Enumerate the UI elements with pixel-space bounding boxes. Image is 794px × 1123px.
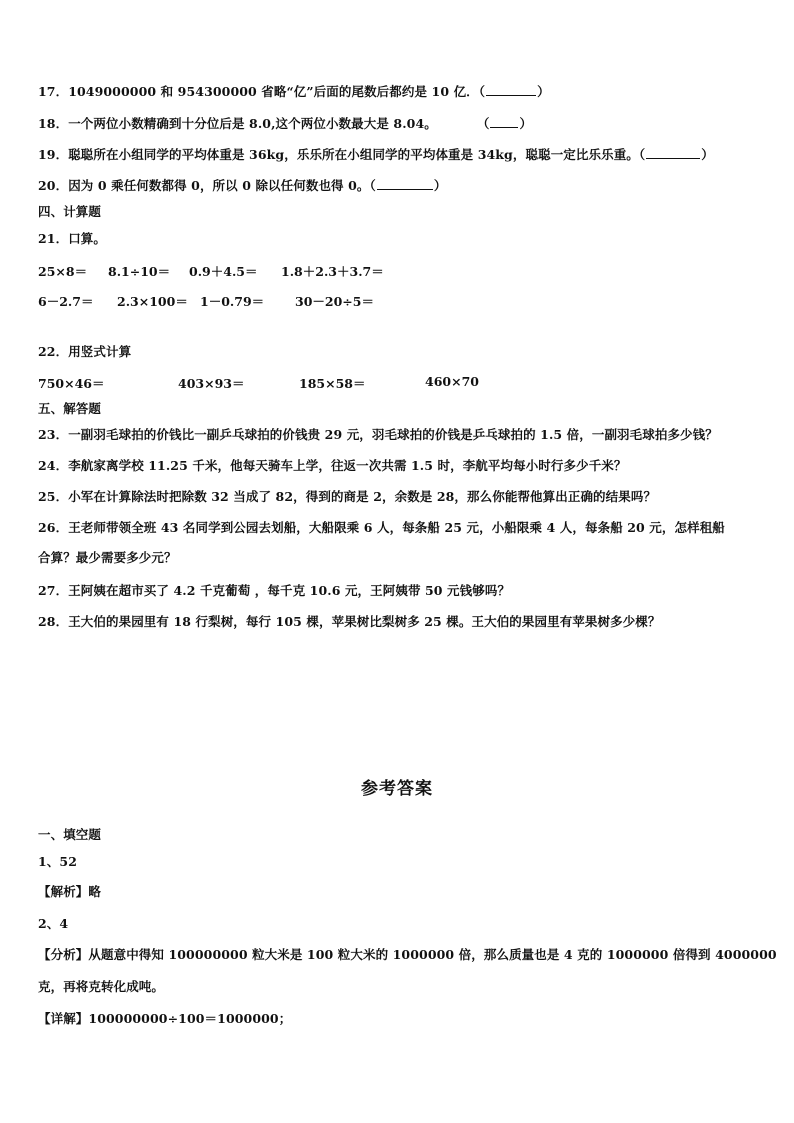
question-26-line-1: 26．王老师带领全班 43 名同学到公园去划船，大船限乘 6 人，每条船 25 元，小船限乘 4 人，每条船 20 元，怎样租船 [38,520,725,535]
paren-open: （ [476,116,490,131]
calc-item: 403×93＝ [178,376,245,391]
answer-blank[interactable] [646,146,700,159]
calc-item: 25×8＝ [38,264,88,279]
answer-2-detail: 【详解】100000000÷100＝1000000； [38,1011,292,1026]
calc-item: 0.9＋4.5＝ [189,264,258,279]
question-19-text: 19．聪聪所在小组同学的平均体重是 36kg，乐乐所在小组同学的平均体重是 34kg，聪聪一定比乐乐重。（ [38,147,646,162]
calc-item: 30－20÷5＝ [295,294,374,309]
calc-item: 460×70 [425,374,479,389]
answer-2-analysis-line-2: 克，再将克转化成吨。 [38,979,165,994]
question-25: 25．小军在计算除法时把除数 32 当成了 82，得到的商是 2，余数是 28，那么你能帮他算出正确的结果吗？ [38,489,657,504]
question-20-text: 20．因为 0 乘任何数都得 0，所以 0 除以任何数也得 0。（ [38,178,376,193]
calc-item: 8.1÷10＝ [108,264,171,279]
calc-item: 2.3×100＝ [117,294,188,309]
question-24: 24．李航家离学校 11.25 千米，他每天骑车上学，往返一次共需 1.5 时，李航平均每小时行多少千米？ [38,458,627,473]
paren-close: ） [519,116,533,131]
answer-2: 2、4 [38,916,69,931]
answer-1: 1、52 [38,854,77,869]
question-18 [38,115,532,132]
question-19 [38,146,714,163]
question-27: 27．王阿姨在超市买了 4.2 千克葡萄 ，每千克 10.6 元，王阿姨带 50 元钱够吗？ [38,583,511,598]
answer-blank[interactable] [377,177,433,190]
question-17 [38,83,550,100]
question-26-line-2: 合算？最少需要多少元？ [38,550,177,565]
answers-section-1: 一、填空题 [38,827,102,842]
answer-2-analysis-line-1: 【分析】从题意中得知 100000000 粒大米是 100 粒大米的 1000000 倍，那么质量也是 4 克的 1000000 倍得到 4000000 [38,947,777,962]
calc-item: 1－0.79＝ [200,294,265,309]
question-28: 28．王大伯的果园里有 18 行梨树，每行 105 棵，苹果树比梨树多 25 棵。王大伯的果园里有苹果树多少棵？ [38,614,661,629]
calc-item: 1.8＋2.3＋3.7＝ [281,264,384,279]
question-18-text: 18．一个两位小数精确到十分位后是 8.0,这个两位小数最大是 8.04。 [38,116,437,131]
paren-close: ） [701,147,714,162]
question-20 [38,177,446,194]
answer-blank[interactable] [486,83,536,96]
answer-1-note: 【解析】略 [38,884,102,899]
calc-item: 750×46＝ [38,376,105,391]
calc-item: 6－2.7＝ [38,294,94,309]
question-23: 23．一副羽毛球拍的价钱比一副乒乓球拍的价钱贵 29 元，羽毛球拍的价钱是乒乓球拍的 1.5 倍，一副羽毛球拍多少钱？ [38,427,718,442]
question-22: 22．用竖式计算 [38,344,132,359]
paren-close: ） [537,84,550,99]
question-21: 21．口算。 [38,231,106,246]
answers-title: 参考答案 [361,779,433,799]
section-4-heading: 四、计算题 [38,204,102,219]
answer-blank[interactable] [490,115,518,128]
question-17-text: 17．1049000000 和 954300000 省略“亿”后面的尾数后都约是 10 亿．（ [38,84,486,99]
calc-item: 185×58＝ [299,376,366,391]
section-5-heading: 五、解答题 [38,401,102,416]
paren-close: ） [433,178,447,193]
